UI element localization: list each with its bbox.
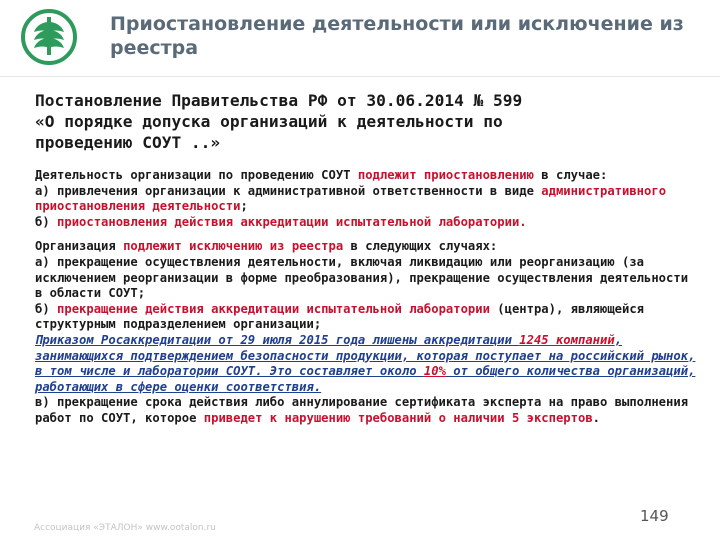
suspension-item-b-marker: б) <box>35 214 58 229</box>
accreditation-note-end: от общего количества организаций, работающих в сфере оценки соответствия. <box>35 364 696 394</box>
exclusion-item-c-text: в) прекращение срока действия либо аннулирование сертификата эксперта на право выполнения работ по СОУТ, которое <box>35 395 689 425</box>
exclusion-intro-text: Организация <box>35 239 124 254</box>
suspension-item-b-highlight: приостановления действия аккредитации испытательной лаборатории. <box>57 214 527 229</box>
suspension-highlight: подлежит приостановлению <box>357 168 534 182</box>
page-title: Приостановление деятельности или исключение из реестра <box>110 13 684 59</box>
exclusion-item-c-end: . <box>592 410 600 425</box>
suspension-intro-end: в случае: <box>533 168 608 182</box>
suspension-item-a-highlight: административного приостановления деятельности <box>35 183 667 214</box>
association-logo <box>20 8 78 66</box>
exclusion-highlight: подлежит исключению из реестра <box>123 239 344 254</box>
page-number: 149 <box>640 507 669 525</box>
exclusion-item-a: а) прекращение осуществления деятельности, включая ликвидацию или реорганизацию (за исключением реорганизации в форме преобразования), прекращение осуществления деятельности в области СОУТ; <box>35 254 689 301</box>
suspension-item-a-text: а) привлечения организации к административной ответственности в виде <box>35 183 542 198</box>
accreditation-note-count: 1245 компаний <box>519 332 615 347</box>
heading-line-1: Постановление Правительства РФ от 30.06.2014 № 599 <box>35 91 523 110</box>
suspension-intro-text: Деятельность организации по проведению СОУТ <box>35 168 358 182</box>
suspension-paragraph <box>35 168 700 230</box>
accreditation-note-percent: 10% <box>423 364 446 379</box>
heading-line-2: «О порядке допуска организаций к деятельности по <box>35 112 503 131</box>
title-divider <box>0 76 720 77</box>
document-body <box>35 168 700 436</box>
exclusion-item-b-marker: б) <box>35 301 58 316</box>
footer-organization: Ассоциация «ЭТАЛОН» www.ootalon.ru <box>34 523 216 533</box>
exclusion-intro-end: в следующих случаях: <box>343 239 498 254</box>
accreditation-note-text: Приказом Росаккредитации от 29 июля 2015 года лишены аккредитации <box>35 332 520 347</box>
exclusion-item-b-text: (центра), являющейся структурным подразделением организации; <box>35 301 645 332</box>
suspension-item-a-end: ; <box>240 199 248 214</box>
resolution-heading <box>35 90 695 153</box>
exclusion-paragraph <box>35 239 700 426</box>
heading-line-3: проведению СОУТ ..» <box>35 133 221 152</box>
exclusion-item-c-highlight: приведет к нарушению требований о наличии 5 экспертов <box>203 410 593 425</box>
exclusion-item-b-highlight: прекращение действия аккредитации испытательной лаборатории <box>57 301 490 316</box>
accreditation-note-middle: , занимающихся подтверждением безопасности продукции, которая поступает на российский рынок, в том числе и лаборатории СОУТ. Это составляет около <box>35 332 696 379</box>
